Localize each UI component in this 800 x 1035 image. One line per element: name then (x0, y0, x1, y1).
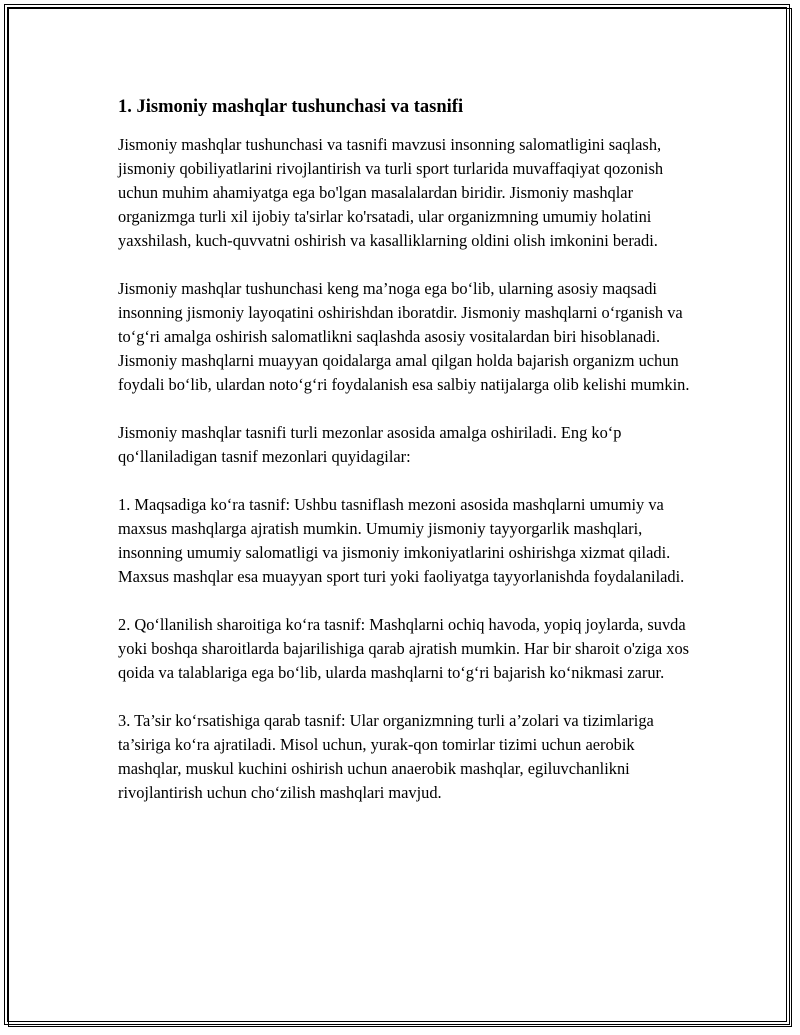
paragraph-criterion-effect: 3. Ta’sir ko‘rsatishiga qarab tasnif: Ular organizmning turli a’zolari va tizimlariga ta’siriga ko‘ra ajratiladi. Misol uchun, yurak-qon tomirlar tizimi uchun aerobik mashqlar, muskul kuchini oshirish uchun anaerobik mashqlar, egiluvchanlikni rivojlantirish uchun cho‘zilish mashqlari mavjud. (118, 711, 654, 802)
paragraph-criterion-purpose: 1. Maqsadiga ko‘ra tasnif: Ushbu tasniflash mezoni asosida mashqlarni umumiy va maxsus mashqlarga ajratish mumkin. Umumiy jismoniy tayyorgarlik mashqlari, insonning umumiy salomatligi va jismoniy imkoniyatlarini oshirishga xizmat qiladi. Maxsus mashqlar esa muayyan sport turi yoki faoliyatga tayyorlanishda foydalaniladi. (118, 495, 685, 586)
paragraph-intro: Jismoniy mashqlar tushunchasi va tasnifi mavzusi insonning salomatligini saqlash, jismoniy qobiliyatlarini rivojlantirish va turli sport turlarida muvaffaqiyat qozonish uchun muhim ahamiyatga ega bo'lgan masalalardan biridir. Jismoniy mashqlar organizmga turli xil ijobiy ta'sirlar ko'rsatadi, ular organizmning umumiy holatini yaxshilash, kuch-quvvatni oshirish va kasalliklarning oldini olish imkonini beradi. (118, 135, 664, 250)
document-body (118, 95, 698, 829)
paragraph-concept: Jismoniy mashqlar tushunchasi keng ma’noga ega bo‘lib, ularning asosiy maqsadi insonning jismoniy layoqatini oshirishdan iboratdir. Jismoniy mashqlarni o‘rganish va to‘g‘ri amalga oshirish salomatlikni saqlashda asosiy vositalardan biri hisoblanadi. Jismoniy mashqlarni muayyan qoidalarga amal qilgan holda bajarish organizm uchun foydali bo‘lib, ulardan noto‘g‘ri foydalanish esa salbiy natijalarga olib kelishi mumkin. (118, 279, 690, 394)
paragraph-classification-intro: Jismoniy mashqlar tasnifi turli mezonlar asosida amalga oshiriladi. Eng ko‘p qo‘llaniladigan tasnif mezonlari quyidagilar: (118, 423, 622, 466)
section-heading: 1. Jismoniy mashqlar tushunchasi va tasnifi (118, 97, 464, 117)
paragraph-criterion-conditions: 2. Qo‘llanilish sharoitiga ko‘ra tasnif: Mashqlarni ochiq havoda, yopiq joylarda, suvda yoki boshqa sharoitlarda bajarilishiga qarab ajratish mumkin. Har bir sharoit o'ziga xos qoida va talablariga ega bo‘lib, ularda mashqlarni to‘g‘ri bajarish ko‘nikmasi zarur. (118, 615, 690, 682)
